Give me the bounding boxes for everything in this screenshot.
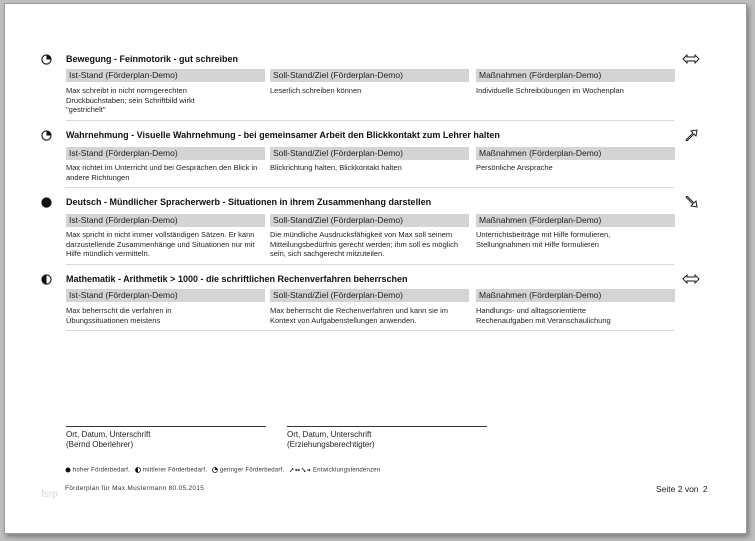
cell-massnahmen: Handlungs- und alltagsorientierte Rechenaufgaben mit Veranschaulichung	[476, 306, 611, 325]
cell-ist-stand: Max richtet im Unterricht und bei Gesprächen den Blick in andere Richtungen	[66, 163, 258, 182]
arrow-up-right-icon	[682, 129, 700, 141]
cell-ist-stand: Max beherrscht die verfahren in Übungssituationen meistens	[66, 306, 172, 325]
section-divider	[66, 330, 674, 331]
legend-medium: mittlerer Förderbedarf,	[142, 467, 208, 474]
cell-massnahmen: Unterrichtsbeiträge mit Hilfe formulieren, Stellungnahmen mit Hilfe formulieren	[476, 230, 611, 249]
page-label: Seite 2 von	[656, 484, 699, 494]
header-massnahmen: Maßnahmen (Förderplan-Demo)	[476, 147, 675, 160]
section-title: Deutsch - Mündlicher Spracherwerb - Situationen in ihrem Zusammenhang darstellen	[66, 197, 432, 207]
header-massnahmen: Maßnahmen (Förderplan-Demo)	[476, 214, 675, 227]
signature-name: (Bernd Oberlehrer)	[66, 439, 134, 449]
quarter-circle-icon	[41, 130, 52, 141]
cell-massnahmen: Individuelle Schreibübungen im Wochenplan	[476, 86, 624, 95]
legend-low: geringer Förderbedarf,	[219, 467, 285, 474]
cell-soll-stand: Leserlich schreiben können	[270, 86, 362, 95]
half-circle-icon	[135, 467, 141, 473]
document-page	[4, 3, 747, 534]
cell-ist-stand: Max spricht in nicht immer vollständigen Sätzen. Er kann darzustellende Zusammenhänge und Situationen nur mit Hilfe mündlich vermitteln.	[66, 230, 255, 258]
double-arrow-icon	[682, 53, 700, 65]
section-title: Bewegung - Feinmotorik - gut schreiben	[66, 54, 239, 64]
watermark-logo: fsrp	[41, 489, 58, 500]
cell-soll-stand: Max beherrscht die Rechenverfahren und kann sie im Kontext von Aufgabenstellungen anwenden.	[270, 306, 449, 325]
signature-label-parent	[287, 430, 375, 449]
half-circle-icon	[41, 274, 52, 285]
plan-footer-label: Förderplan für Max Mustermann 80.05.2015	[65, 485, 205, 492]
header-soll-stand: Soll-Stand/Ziel (Förderplan-Demo)	[270, 147, 469, 160]
header-ist-stand: Ist-Stand (Förderplan-Demo)	[66, 69, 265, 82]
priority-legend	[65, 467, 380, 474]
header-ist-stand: Ist-Stand (Förderplan-Demo)	[66, 147, 265, 160]
section-title: Wahrnehmung - Visuelle Wahrnehmung - bei gemeinsamer Arbeit den Blickkontakt zum Lehrer halten	[66, 130, 500, 140]
header-soll-stand: Soll-Stand/Ziel (Förderplan-Demo)	[270, 69, 469, 82]
quarter-circle-icon	[212, 467, 218, 473]
header-massnahmen: Maßnahmen (Förderplan-Demo)	[476, 289, 675, 302]
cell-massnahmen: Persönliche Ansprache	[476, 163, 553, 172]
signature-line-teacher	[66, 426, 266, 427]
section-divider	[66, 264, 674, 265]
signature-caption: Ort, Datum, Unterschrift	[287, 430, 372, 439]
signature-caption: Ort, Datum, Unterschrift	[66, 430, 151, 439]
section-divider	[66, 120, 674, 121]
trend-arrows-icon	[289, 467, 311, 473]
header-ist-stand: Ist-Stand (Förderplan-Demo)	[66, 289, 265, 302]
cell-soll-stand: Blickrichtung halten, Blickkontakt halten	[270, 163, 402, 172]
header-ist-stand: Ist-Stand (Förderplan-Demo)	[66, 214, 265, 227]
cell-soll-stand: Die mündliche Ausdrucksfähigkeit von Max soll seinem Mitteilungsbedürfnis gerecht werden; ihm soll es möglich sein, sich sachgerecht mitzuteilen.	[270, 230, 459, 258]
quarter-circle-icon	[41, 54, 52, 65]
double-arrow-icon	[682, 273, 700, 285]
filled-circle-icon	[41, 197, 52, 208]
page-number	[656, 484, 708, 494]
legend-trends: Entwicklungstendenzen	[313, 467, 381, 474]
filled-circle-icon	[65, 467, 71, 473]
legend-high: hoher Förderbedarf,	[72, 467, 131, 474]
cell-ist-stand: Max schreibt in nicht normgerechten Druckbuchstaben; sein Schriftbild wirkt "gestrichelt"	[66, 86, 195, 114]
signature-line-parent	[287, 426, 487, 427]
arrow-down-right-icon	[682, 196, 700, 208]
page-total: 2	[702, 484, 708, 494]
signature-label-teacher	[66, 430, 150, 449]
section-title: Mathematik - Arithmetik > 1000 - die schriftlichen Rechenverfahren beherrschen	[66, 274, 408, 284]
section-divider	[66, 187, 674, 188]
signature-name: (Erziehungsberechtigter)	[287, 439, 375, 449]
header-massnahmen: Maßnahmen (Förderplan-Demo)	[476, 69, 675, 82]
header-soll-stand: Soll-Stand/Ziel (Förderplan-Demo)	[270, 214, 469, 227]
header-soll-stand: Soll-Stand/Ziel (Förderplan-Demo)	[270, 289, 469, 302]
